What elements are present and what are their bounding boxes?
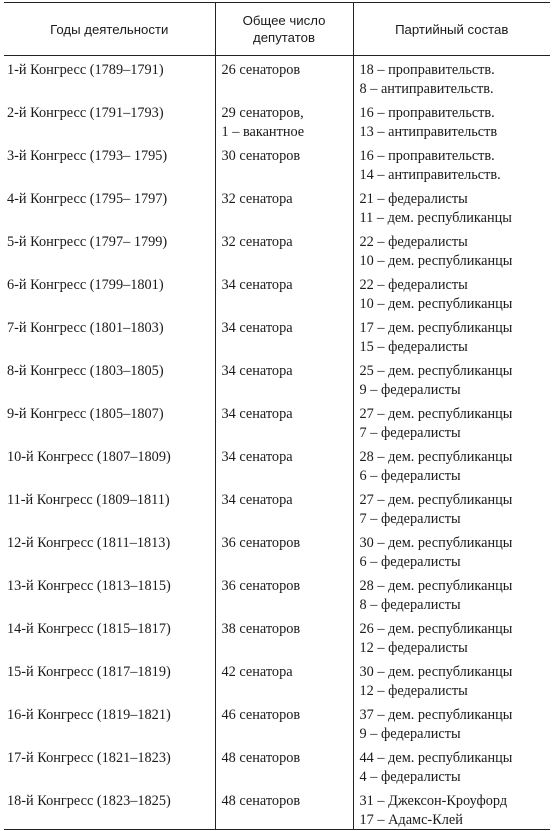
party-cell bbox=[353, 358, 550, 401]
party-line: 8 – федералисты bbox=[359, 596, 461, 613]
senators-cell bbox=[215, 788, 353, 830]
senators-cell bbox=[215, 616, 353, 659]
party-line: 4 – федералисты bbox=[359, 768, 461, 785]
congress-cell bbox=[4, 659, 215, 702]
senators-cell bbox=[215, 487, 353, 530]
senators-line: 48 сенаторов bbox=[221, 750, 301, 766]
header-party bbox=[353, 3, 550, 56]
senators-line: 34 сенатора bbox=[221, 406, 293, 422]
party-line: 16 – проправительств. bbox=[359, 148, 495, 164]
party-cell bbox=[353, 616, 550, 659]
party-line: 8 – антиправительств. bbox=[359, 80, 494, 97]
party-line: 31 – Джексон-Кроуфорд bbox=[359, 793, 508, 809]
party-line: 18 – проправительств. bbox=[359, 62, 495, 78]
party-cell bbox=[353, 788, 550, 830]
party-line: 28 – дем. республиканцы bbox=[359, 449, 513, 465]
senators-line: 34 сенатора bbox=[221, 277, 293, 293]
party-line: 15 – федералисты bbox=[359, 338, 468, 355]
party-cell bbox=[353, 100, 550, 143]
congress-label: 3-й Конгресс (1793– 1795) bbox=[7, 148, 168, 164]
senators-line: 36 сенаторов bbox=[221, 535, 301, 551]
party-line: 7 – федералисты bbox=[359, 424, 461, 441]
party-line: 30 – дем. республиканцы bbox=[359, 535, 513, 551]
senators-line: 32 сенатора bbox=[221, 234, 293, 250]
congress-cell bbox=[4, 56, 215, 101]
senators-line: 46 сенаторов bbox=[221, 707, 301, 723]
senators-cell bbox=[215, 272, 353, 315]
congress-cell bbox=[4, 745, 215, 788]
congress-label: 16-й Конгресс (1819–1821) bbox=[7, 707, 171, 723]
table-row bbox=[4, 229, 550, 272]
party-line: 6 – федералисты bbox=[359, 553, 461, 570]
table-row bbox=[4, 315, 550, 358]
party-line: 44 – дем. республиканцы bbox=[359, 750, 513, 766]
senators-line: 30 сенаторов bbox=[221, 148, 301, 164]
party-cell bbox=[353, 56, 550, 101]
table-row bbox=[4, 100, 550, 143]
congress-cell bbox=[4, 229, 215, 272]
table-row bbox=[4, 56, 550, 101]
table-body bbox=[4, 56, 550, 830]
senators-cell bbox=[215, 659, 353, 702]
senators-cell bbox=[215, 229, 353, 272]
senators-cell bbox=[215, 100, 353, 143]
header-party-text: Партийный состав bbox=[395, 21, 509, 37]
congress-cell bbox=[4, 702, 215, 745]
congress-cell bbox=[4, 186, 215, 229]
table-row bbox=[4, 401, 550, 444]
congress-cell bbox=[4, 530, 215, 573]
party-line: 12 – федералисты bbox=[359, 682, 468, 699]
party-line: 25 – дем. республиканцы bbox=[359, 363, 513, 379]
table-row bbox=[4, 530, 550, 573]
congress-label: 6-й Конгресс (1799–1801) bbox=[7, 277, 164, 293]
senators-line: 38 сенаторов bbox=[221, 621, 301, 637]
congress-cell bbox=[4, 272, 215, 315]
party-cell bbox=[353, 659, 550, 702]
congress-label: 1-й Конгресс (1789–1791) bbox=[7, 62, 164, 78]
party-line: 28 – дем. республиканцы bbox=[359, 578, 513, 594]
congress-cell bbox=[4, 143, 215, 186]
senators-cell bbox=[215, 401, 353, 444]
table-row bbox=[4, 616, 550, 659]
party-line: 14 – антиправительств. bbox=[359, 166, 501, 183]
table-row bbox=[4, 745, 550, 788]
senators-line: 34 сенатора bbox=[221, 320, 293, 336]
congress-label: 17-й Конгресс (1821–1823) bbox=[7, 750, 171, 766]
congress-cell bbox=[4, 444, 215, 487]
party-line: 10 – дем. республиканцы bbox=[359, 252, 513, 269]
table-row bbox=[4, 143, 550, 186]
senators-cell bbox=[215, 56, 353, 101]
party-line: 13 – антиправительств bbox=[359, 123, 498, 140]
senators-cell bbox=[215, 702, 353, 745]
header-deputies-line2: депутатов bbox=[253, 30, 315, 45]
table-row bbox=[4, 444, 550, 487]
party-line: 17 – дем. республиканцы bbox=[359, 320, 513, 336]
congress-label: 13-й Конгресс (1813–1815) bbox=[7, 578, 171, 594]
table-row bbox=[4, 702, 550, 745]
party-line: 7 – федералисты bbox=[359, 510, 461, 527]
party-cell bbox=[353, 315, 550, 358]
senators-line: 1 – вакантное bbox=[221, 123, 305, 140]
party-line: 21 – федералисты bbox=[359, 191, 468, 207]
party-line: 30 – дем. республиканцы bbox=[359, 664, 513, 680]
congress-label: 4-й Конгресс (1795– 1797) bbox=[7, 191, 168, 207]
party-line: 11 – дем. республиканцы bbox=[359, 209, 512, 226]
congress-label: 7-й Конгресс (1801–1803) bbox=[7, 320, 164, 336]
party-cell bbox=[353, 487, 550, 530]
table-header bbox=[4, 3, 550, 56]
congress-label: 12-й Конгресс (1811–1813) bbox=[7, 535, 171, 551]
senators-cell bbox=[215, 315, 353, 358]
senators-line: 34 сенатора bbox=[221, 449, 293, 465]
congress-cell bbox=[4, 616, 215, 659]
table-row bbox=[4, 788, 550, 830]
party-cell bbox=[353, 530, 550, 573]
header-years bbox=[4, 3, 215, 56]
senators-cell bbox=[215, 530, 353, 573]
party-cell bbox=[353, 401, 550, 444]
party-line: 27 – дем. республиканцы bbox=[359, 492, 513, 508]
party-line: 26 – дем. республиканцы bbox=[359, 621, 513, 637]
senators-line: 36 сенаторов bbox=[221, 578, 301, 594]
table-row bbox=[4, 573, 550, 616]
congress-label: 10-й Конгресс (1807–1809) bbox=[7, 449, 171, 465]
header-years-text: Годы деятельности bbox=[50, 21, 169, 37]
table-row bbox=[4, 659, 550, 702]
header-row bbox=[4, 3, 550, 56]
senators-line: 34 сенатора bbox=[221, 492, 293, 508]
party-line: 22 – федералисты bbox=[359, 234, 468, 250]
congress-label: 11-й Конгресс (1809–1811) bbox=[7, 492, 170, 508]
senators-cell bbox=[215, 186, 353, 229]
congress-cell bbox=[4, 788, 215, 830]
congress-label: 8-й Конгресс (1803–1805) bbox=[7, 363, 164, 379]
table-row bbox=[4, 272, 550, 315]
senators-line: 29 сенаторов, bbox=[221, 105, 304, 121]
senators-cell bbox=[215, 745, 353, 788]
party-line: 16 – проправительств. bbox=[359, 105, 495, 121]
party-cell bbox=[353, 573, 550, 616]
senators-line: 34 сенатора bbox=[221, 363, 293, 379]
party-cell bbox=[353, 229, 550, 272]
congress-label: 9-й Конгресс (1805–1807) bbox=[7, 406, 164, 422]
senators-line: 32 сенатора bbox=[221, 191, 293, 207]
table-row bbox=[4, 487, 550, 530]
header-deputies-line1: Общее число bbox=[242, 13, 326, 28]
congress-label: 5-й Конгресс (1797– 1799) bbox=[7, 234, 168, 250]
party-line: 6 – федералисты bbox=[359, 467, 461, 484]
congress-cell bbox=[4, 358, 215, 401]
senate-composition-table bbox=[4, 2, 550, 830]
congress-label: 18-й Конгресс (1823–1825) bbox=[7, 793, 171, 809]
senators-line: 42 сенатора bbox=[221, 664, 293, 680]
party-line: 37 – дем. республиканцы bbox=[359, 707, 513, 723]
party-cell bbox=[353, 272, 550, 315]
party-line: 9 – федералисты bbox=[359, 725, 461, 742]
party-cell bbox=[353, 143, 550, 186]
party-cell bbox=[353, 702, 550, 745]
congress-label: 2-й Конгресс (1791–1793) bbox=[7, 105, 164, 121]
party-line: 22 – федералисты bbox=[359, 277, 468, 293]
senators-cell bbox=[215, 444, 353, 487]
congress-cell bbox=[4, 401, 215, 444]
congress-label: 15-й Конгресс (1817–1819) bbox=[7, 664, 171, 680]
congress-cell bbox=[4, 573, 215, 616]
senators-cell bbox=[215, 143, 353, 186]
party-cell bbox=[353, 444, 550, 487]
party-line: 27 – дем. республиканцы bbox=[359, 406, 513, 422]
party-line: 10 – дем. республиканцы bbox=[359, 295, 513, 312]
party-cell bbox=[353, 745, 550, 788]
senators-cell bbox=[215, 358, 353, 401]
senators-line: 26 сенаторов bbox=[221, 62, 301, 78]
party-line: 9 – федералисты bbox=[359, 381, 461, 398]
party-cell bbox=[353, 186, 550, 229]
party-line: 17 – Адамс-Клей bbox=[359, 811, 463, 828]
table-row bbox=[4, 186, 550, 229]
table-row bbox=[4, 358, 550, 401]
party-line: 12 – федералисты bbox=[359, 639, 468, 656]
congress-cell bbox=[4, 315, 215, 358]
senators-line: 48 сенаторов bbox=[221, 793, 301, 809]
congress-cell bbox=[4, 100, 215, 143]
header-deputies bbox=[215, 3, 353, 56]
congress-cell bbox=[4, 487, 215, 530]
congress-label: 14-й Конгресс (1815–1817) bbox=[7, 621, 171, 637]
senators-cell bbox=[215, 573, 353, 616]
